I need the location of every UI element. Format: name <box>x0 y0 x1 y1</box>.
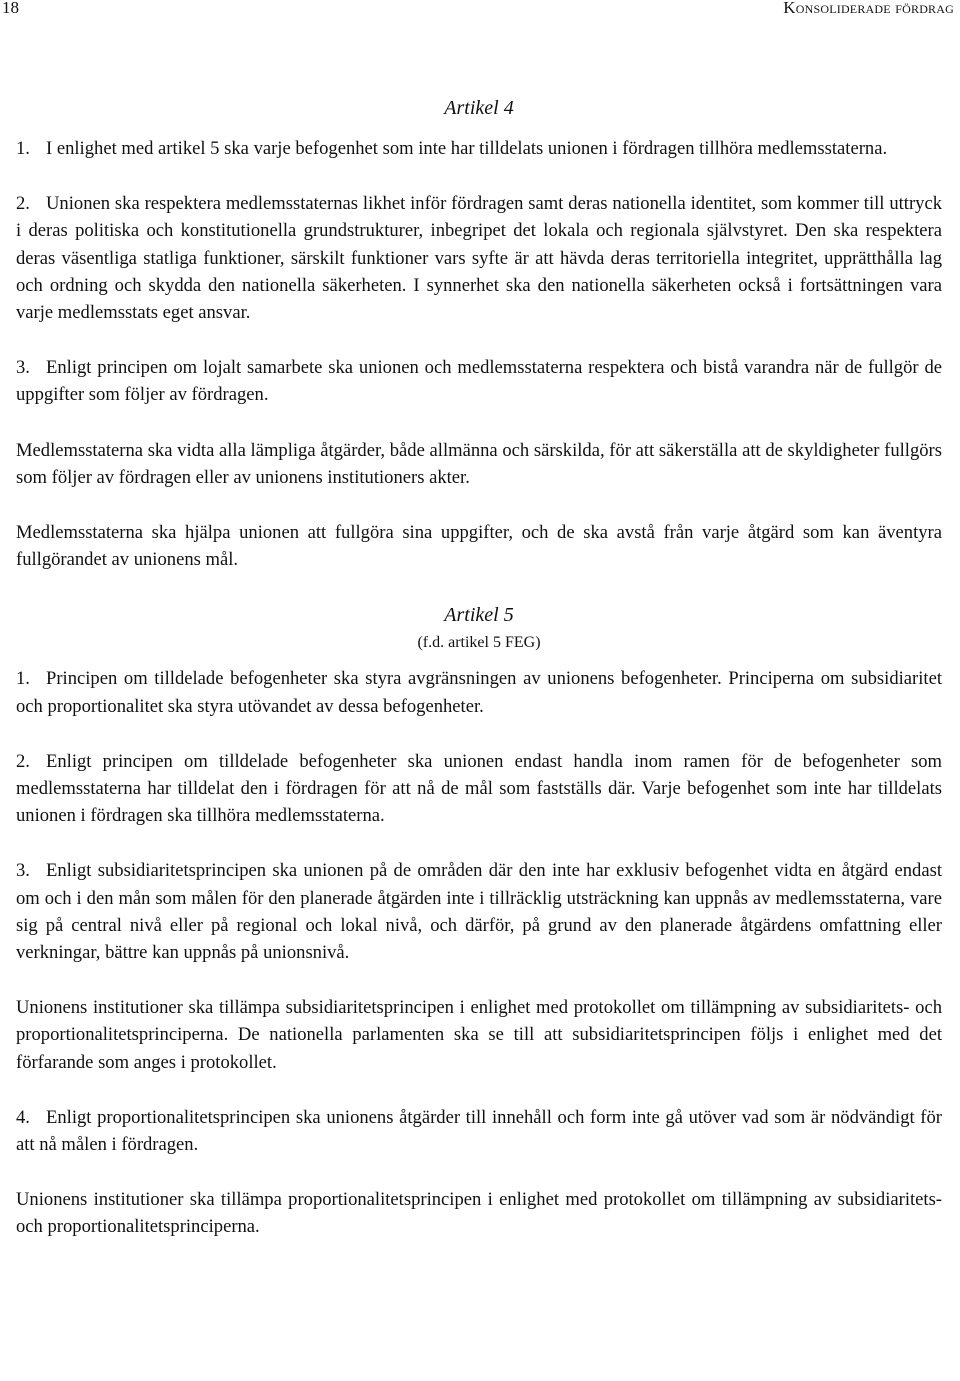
article-5-title: Artikel 5 <box>444 604 514 627</box>
article-4-paragraph-3-continued-b: Medlemsstaterna ska hjälpa unionen att fullgöra sina uppgifter, och de ska avstå från varje åtgärd som kan äventyra fullgörandet av unionens mål. <box>16 522 942 571</box>
article-5-paragraph-4-continued: Unionens institutioner ska tillämpa proportionalitetsprincipen i enlighet med protokollet om tillämpning av subsidiaritets- och proportionalitetsprinciperna. <box>16 1189 942 1238</box>
article-5-paragraph-3 <box>16 857 942 966</box>
article-5-subtitle: (f.d. artikel 5 FEG) <box>417 634 541 652</box>
paragraph-text: Enligt proportionalitetsprincipen ska unionens åtgärder till innehåll och form inte gå utöver vad som är nödvändigt för att nå målen i fördragen. <box>16 1106 942 1156</box>
article-5-paragraph-2 <box>16 748 942 830</box>
paragraph-number: 4. <box>16 1106 30 1128</box>
page-number: 18 <box>2 0 19 17</box>
paragraph-text: I enlighet med artikel 5 ska varje befogenhet som inte har tilldelats unionen i fördragen tillhöra medlemsstaterna. <box>46 138 888 159</box>
article-4-paragraph-2 <box>16 190 942 326</box>
document-body <box>16 94 942 1269</box>
running-title: Konsoliderade fördrag <box>783 0 954 17</box>
paragraph-number: 3. <box>16 357 30 379</box>
article-4-paragraph-3 <box>16 354 942 408</box>
article-5-paragraph-3-continued: Unionens institutioner ska tillämpa subsidiaritetsprincipen i enlighet med protokollet om tillämpning av subsidiaritets- och proportionalitetsprinciperna. De nationella parlamenten ska se till att subsidiaritetsprincipen följs i enlighet med det förfarande som anges i protokollet. <box>16 997 942 1073</box>
paragraph-text: Enligt principen om lojalt samarbete ska unionen och medlemsstaterna respektera och bistå varandra när de fullgör de uppgifter som följer av fördragen. <box>16 357 942 406</box>
article-4-paragraph-1 <box>16 135 942 162</box>
paragraph-text: Unionen ska respektera medlemsstaternas likhet inför fördragen samt deras nationella identitet, som kommer till uttryck i deras politiska och konstitutionella grundstrukturer, inbegripet det lokala och regionala självstyret. Den ska respektera deras väsentliga statliga funktioner, särskilt funktioner vars syfte är att hävda deras territoriella integritet, upprätthålla lag och ordning och skydda den nationella säkerheten. I synnerhet ska den nationella säkerheten också i fortsättningen vara varje medlemsstats eget ansvar. <box>16 193 942 324</box>
paragraph-text: Enligt principen om tilldelade befogenheter ska unionen endast handla inom ramen för de befogenheter som medlemsstaterna har tilldelat den i fördragen för att nå de mål som fastställs där. Varje befogenhet som inte har tilldelats unionen i fördragen ska tillhöra medlemsstaterna. <box>16 750 942 827</box>
article-5-paragraph-4 <box>16 1104 942 1158</box>
article-5-paragraph-1 <box>16 665 942 719</box>
paragraph-number: 1. <box>16 668 30 690</box>
paragraph-number: 2. <box>16 750 30 772</box>
paragraph-text: Principen om tilldelade befogenheter ska styra avgränsningen av unionens befogenheter. Principerna om subsidiaritet och proportionalitet ska styra utövandet av dessa befogenheter. <box>16 668 942 717</box>
paragraph-number: 2. <box>16 193 30 215</box>
paragraph-text: Enligt subsidiaritetsprincipen ska unionen på de områden där den inte har exklusiv befogenhet vidta en åtgärd endast om och i den mån som målen för den planerade åtgärden inte i tillräcklig utsträckning kan uppnås av medlemsstaterna, vare sig på central nivå eller på regional och lokal nivå, och därför, på grund av den planerade åtgärdens omfattning eller verkningar, bättre kan uppnås på unionsnivå. <box>16 860 942 964</box>
running-header <box>0 0 954 20</box>
article-4-title: Artikel 4 <box>444 97 514 119</box>
paragraph-number: 1. <box>16 138 30 159</box>
paragraph-number: 3. <box>16 860 30 882</box>
article-4-paragraph-3-continued-a: Medlemsstaterna ska vidta alla lämpliga åtgärder, både allmänna och särskilda, för att säkerställa att de skyldigheter fullgörs som följer av fördragen eller av unionens institutioners akter. <box>16 439 942 488</box>
